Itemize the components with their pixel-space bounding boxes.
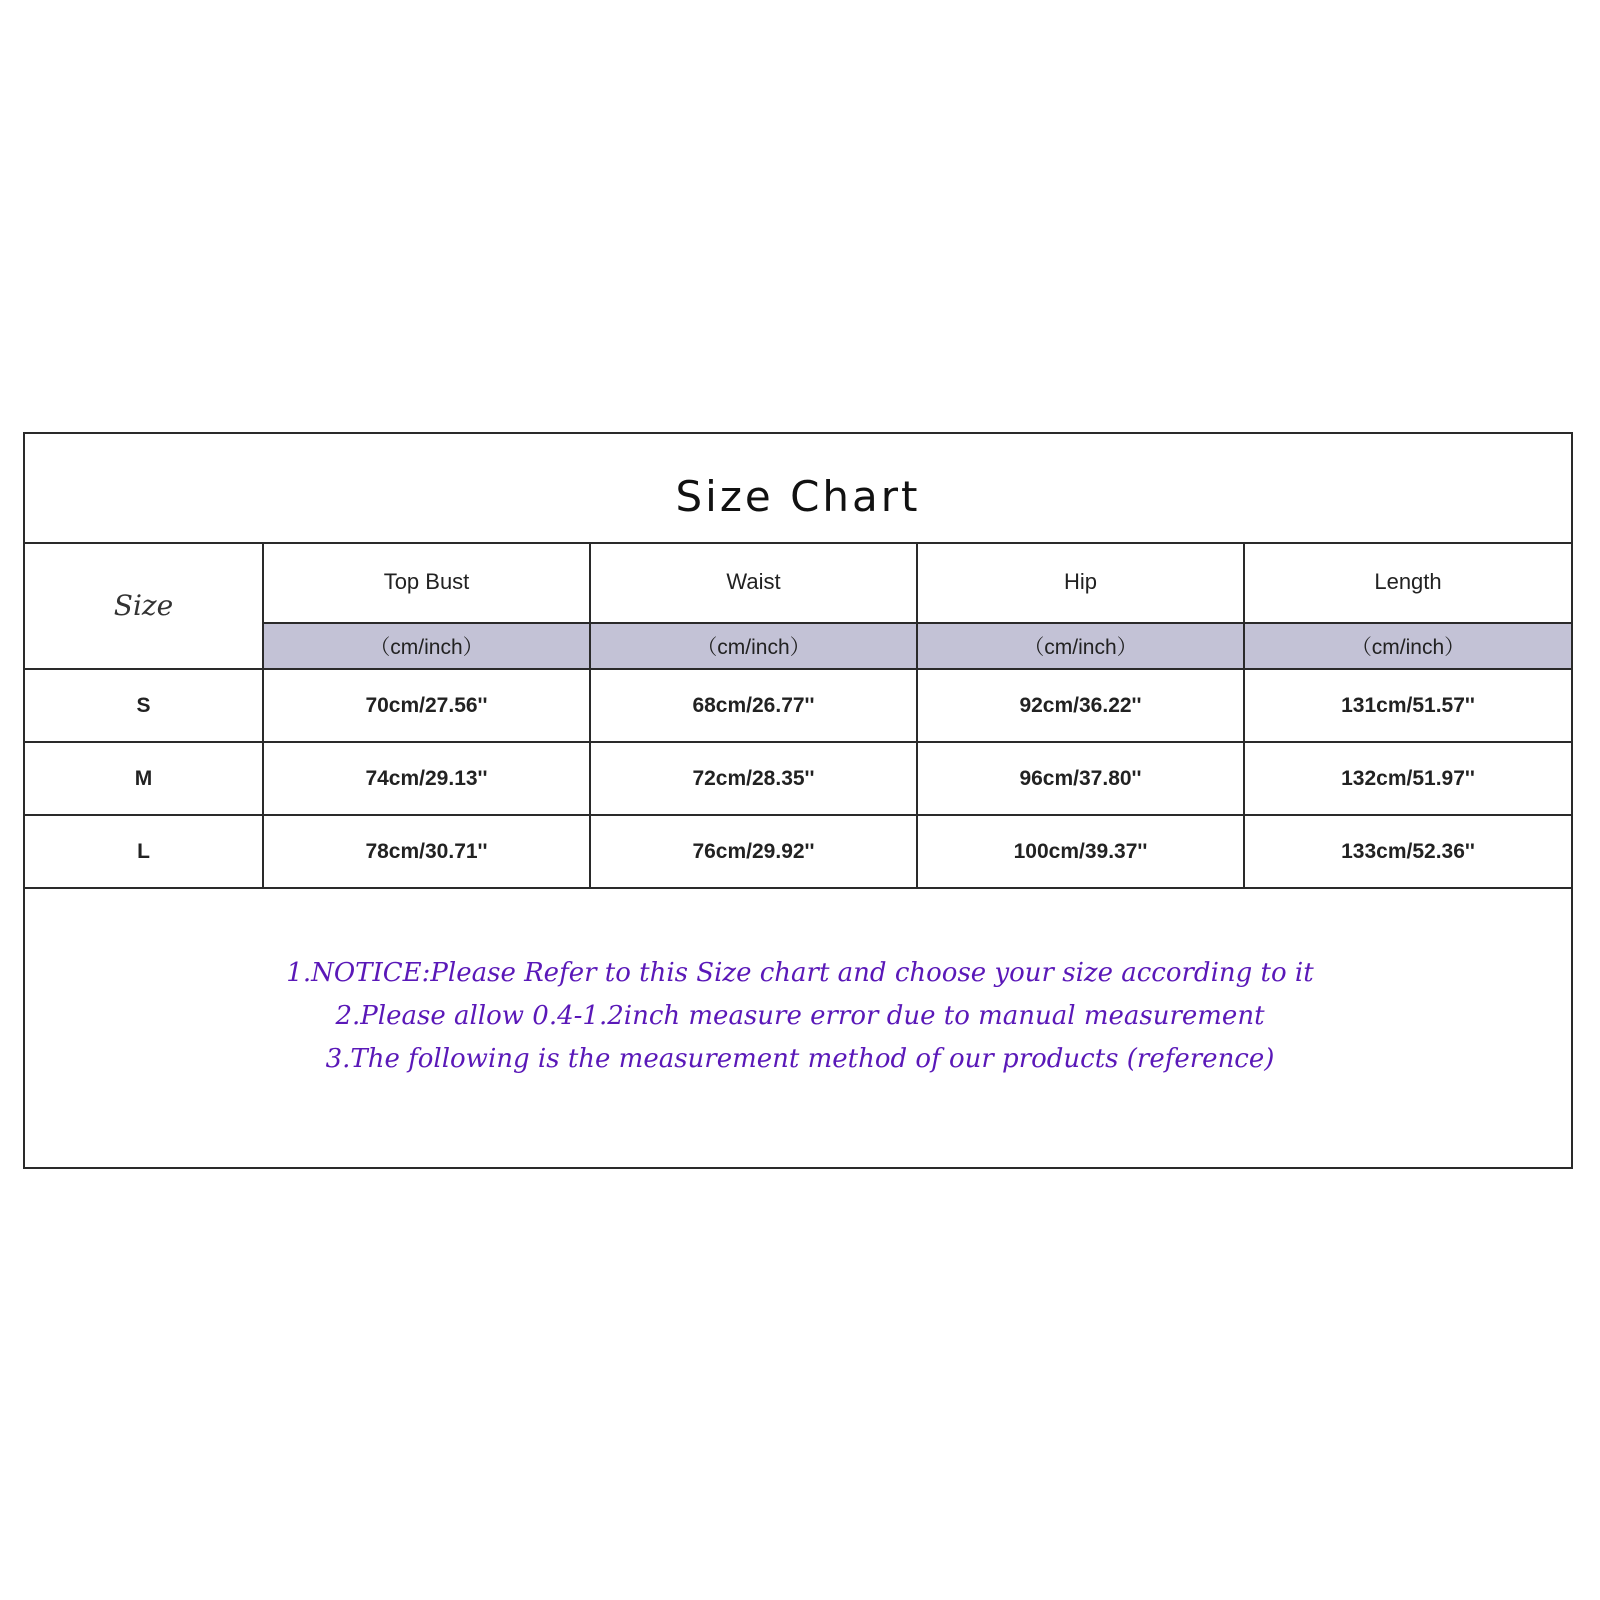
- header-length: Length: [1244, 542, 1571, 623]
- value-cell: 96cm/37.80'': [917, 742, 1244, 815]
- unit-hip: （cm/inch）: [917, 623, 1244, 669]
- value-cell: 92cm/36.22'': [917, 669, 1244, 742]
- size-cell: M: [25, 742, 263, 815]
- unit-top-bust: （cm/inch）: [263, 623, 590, 669]
- title-row: [25, 434, 1571, 544]
- value-cell: 68cm/26.77'': [590, 669, 917, 742]
- table-row: [25, 669, 1571, 742]
- value-cell: 78cm/30.71'': [263, 815, 590, 888]
- notes-block: [0, 952, 1600, 1081]
- chart-title: Size Chart: [675, 471, 921, 521]
- size-table: [25, 542, 1571, 889]
- unit-waist: （cm/inch）: [590, 623, 917, 669]
- table-row: [25, 742, 1571, 815]
- header-row: [25, 542, 1571, 623]
- header-top-bust: Top Bust: [263, 542, 590, 623]
- value-cell: 76cm/29.92'': [590, 815, 917, 888]
- value-cell: 70cm/27.56'': [263, 669, 590, 742]
- header-waist: Waist: [590, 542, 917, 623]
- table-row: [25, 815, 1571, 888]
- size-cell: S: [25, 669, 263, 742]
- note-line: 1.NOTICE:Please Refer to this Size chart and choose your size according to it: [286, 958, 1314, 988]
- unit-length: （cm/inch）: [1244, 623, 1571, 669]
- size-cell: L: [25, 815, 263, 888]
- note-line: 3.The following is the measurement method of our products (reference): [325, 1044, 1275, 1074]
- value-cell: 72cm/28.35'': [590, 742, 917, 815]
- value-cell: 131cm/51.57'': [1244, 669, 1571, 742]
- size-header-cell: Size: [25, 542, 263, 669]
- value-cell: 133cm/52.36'': [1244, 815, 1571, 888]
- note-line: 2.Please allow 0.4-1.2inch measure error due to manual measurement: [335, 1001, 1265, 1031]
- value-cell: 74cm/29.13'': [263, 742, 590, 815]
- value-cell: 132cm/51.97'': [1244, 742, 1571, 815]
- header-hip: Hip: [917, 542, 1244, 623]
- value-cell: 100cm/39.37'': [917, 815, 1244, 888]
